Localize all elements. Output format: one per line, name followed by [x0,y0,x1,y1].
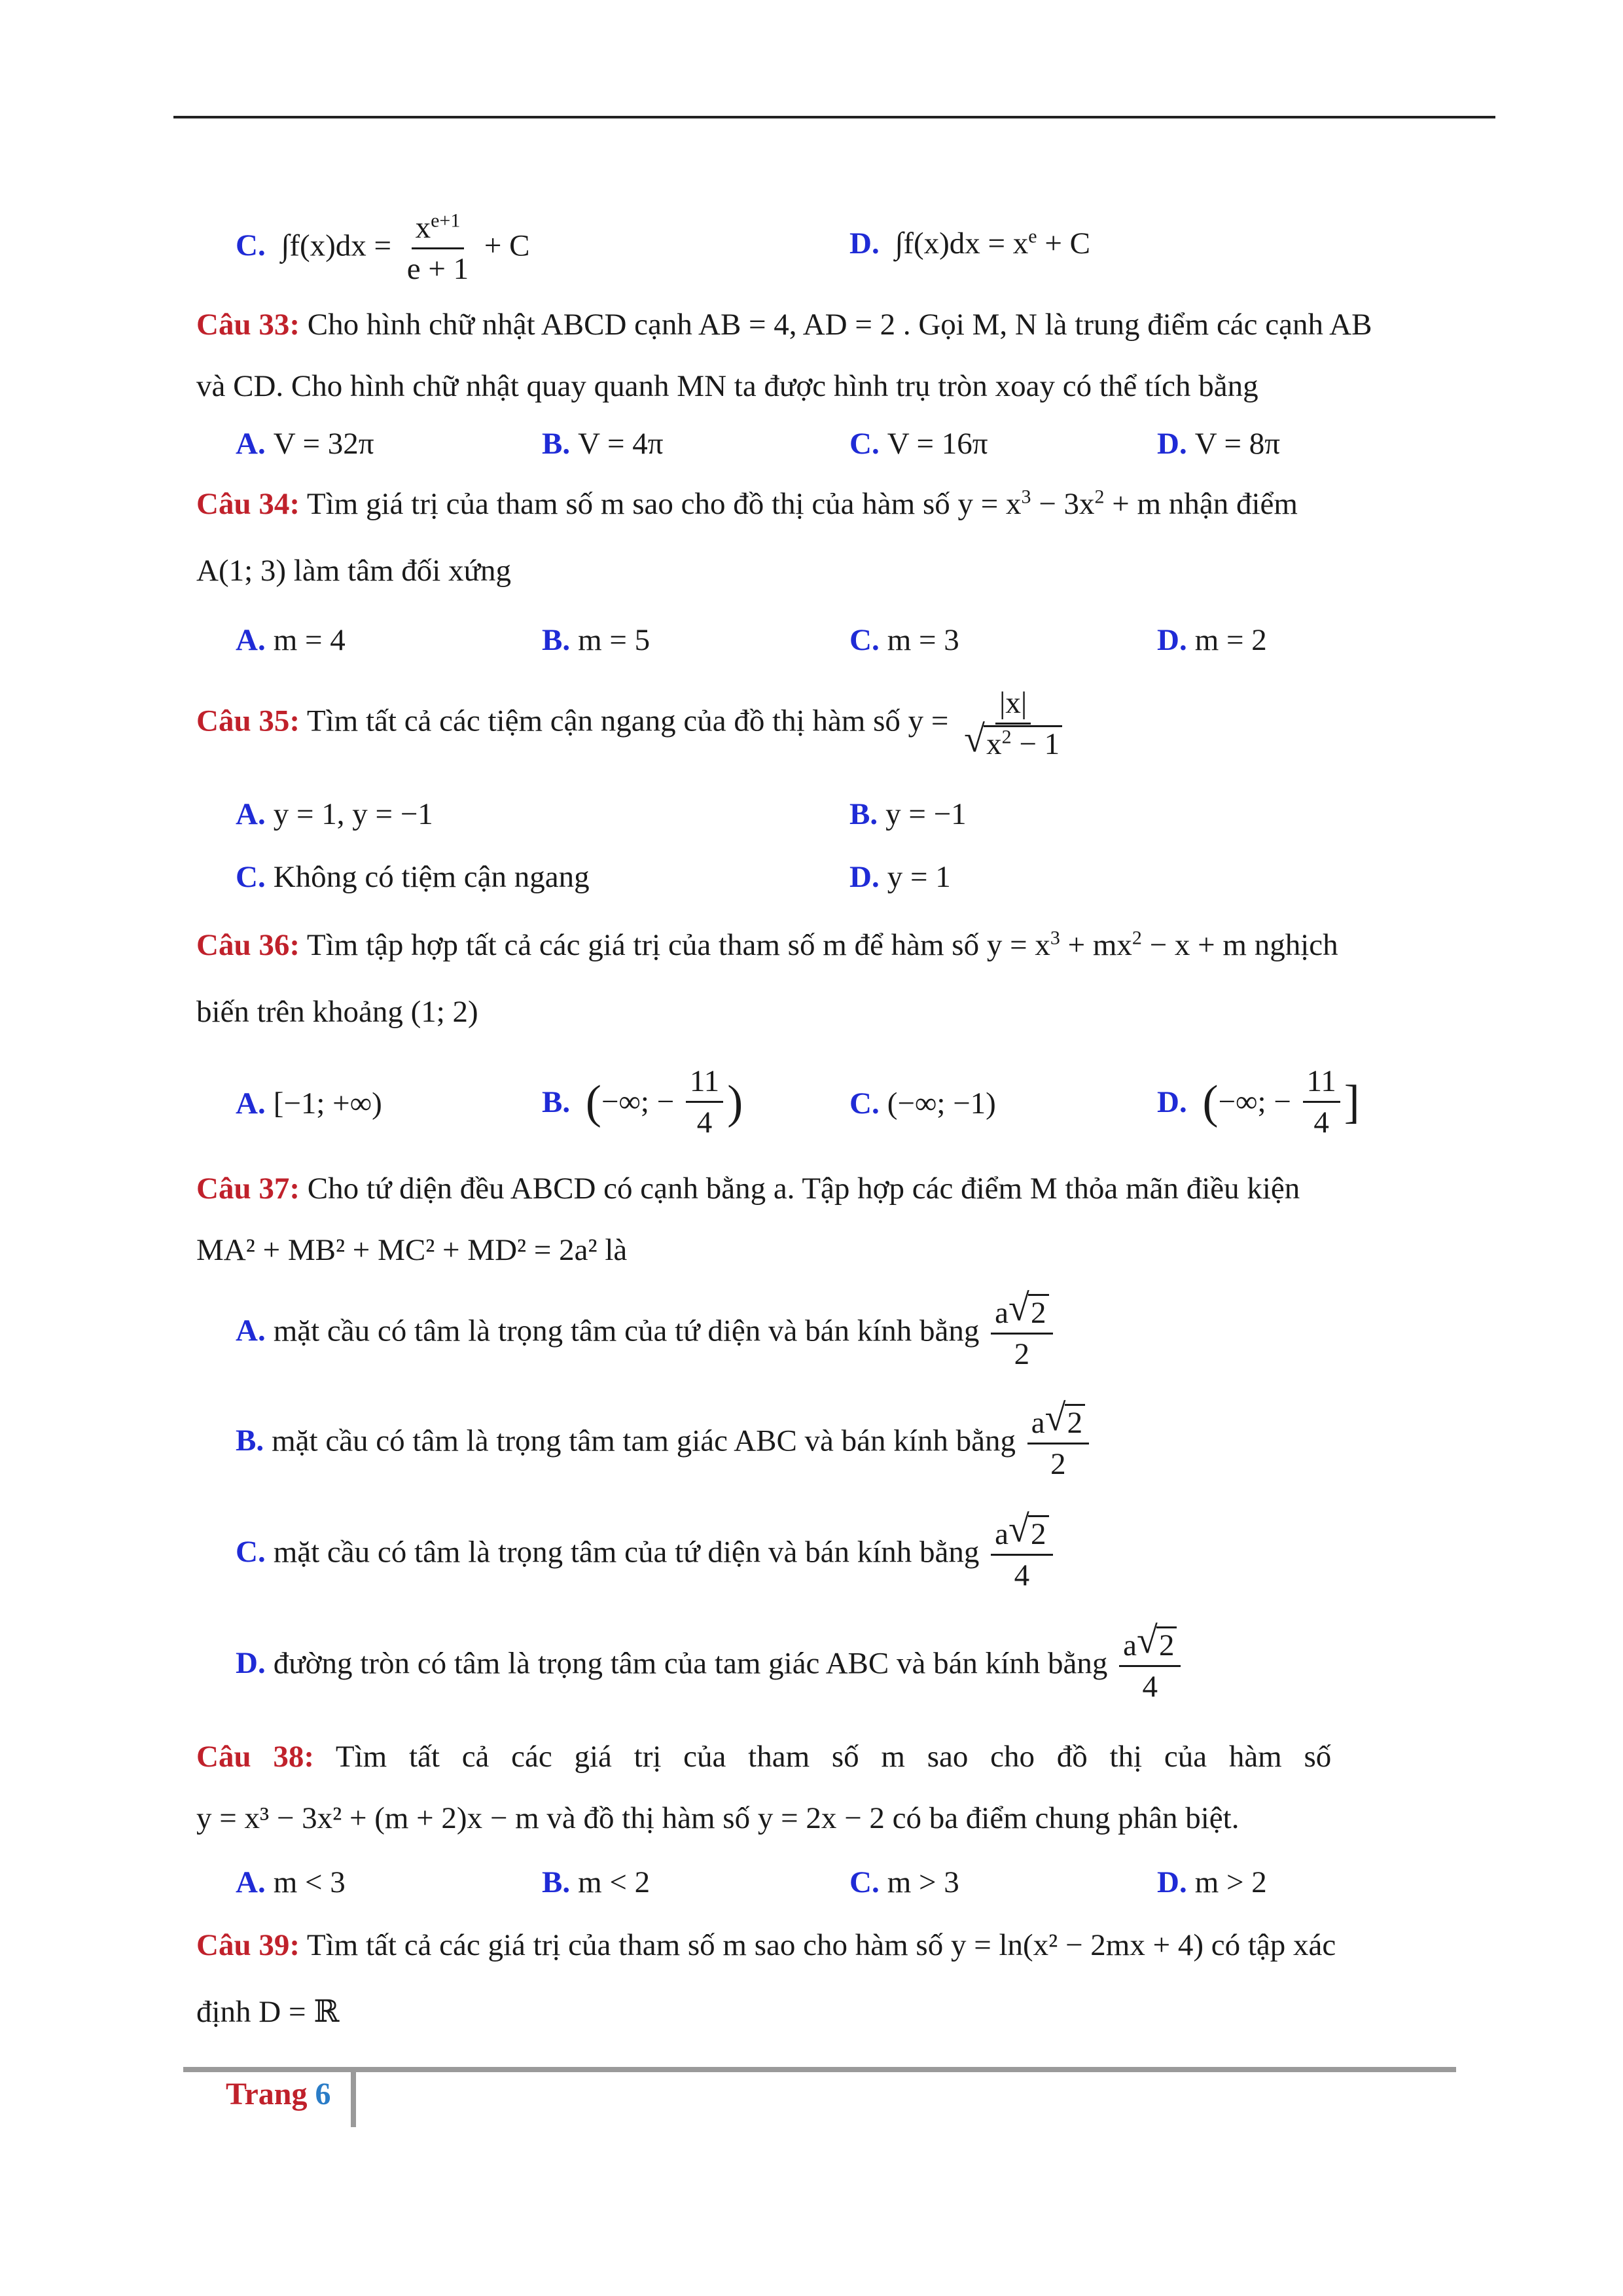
q39-line1: Câu 39: Tìm tất cả các giá trị của tham số m sao cho hàm số y = ln(x² − 2mx + 4) có tập xác [196,1928,1336,1962]
q39-line2: định D = ℝ [196,1995,340,2029]
q33-option-b: B. V = 4π [542,427,664,461]
q38-option-b: B. m < 2 [542,1865,651,1899]
q35-option-b: B. y = −1 [849,797,967,831]
q33-option-a: A. V = 32π [236,427,374,461]
q36-line1: Câu 36: Tìm tập hợp tất cả các giá trị của tham số m để hàm số $y = x^3 + mx^2 - x + m$ nghịch [196,927,1338,962]
q37-option-a: A. mặt cầu có tâm là trọng tâm của tứ diện và bán kính bằng $\frac{a√ 2}{2}$ [236,1296,1057,1371]
q36-option-b: B. (−∞; − $\frac{11}{4}$ ) [542,1064,743,1139]
footer-divider [351,2072,356,2127]
q32-option-c: C. ∫f(x)dx = $\frac{x^{e+1}}{e + 1}$ + C [236,209,530,286]
q38-line1: Câu 38: Tìm tất cả các giá trị của tham số m sao cho đồ thị của hàm số [196,1740,1332,1774]
q35-option-d: D. y = 1 [849,860,951,894]
header-rule [173,116,1495,118]
q35-line1: Câu 35: Tìm tất cả các tiệm cận ngang của đồ thị hàm số y = |x| √ $x^2 - 1$ [196,686,1440,761]
q32-option-d: D. $\int f(x)dx = x^e + C$ [849,225,1090,260]
footer-rule [183,2067,1456,2072]
q36-line2: biến trên khoảng (1; 2) [196,995,478,1029]
q36-option-d: D. (−∞; − $\frac{11}{4}$ ] [1157,1064,1360,1139]
q37-option-d: D. đường tròn có tâm là trọng tâm của tam giác ABC và bán kính bằng $\frac{a√ 2}{4}$ [236,1628,1185,1704]
q34-line1: Câu 34: Tìm giá trị của tham số m sao cho đồ thị của hàm số $y = x^3 - 3x^2 + m$ nhận điểm [196,486,1298,521]
q38-option-c: C. m > 3 [849,1865,959,1899]
q34-option-c: C. m = 3 [849,623,959,657]
q38-option-d: D. m > 2 [1157,1865,1267,1899]
q36-option-a: A. [−1; +∞) [236,1086,382,1121]
q37-line1: Câu 37: Cho tứ diện đều ABCD có cạnh bằng a. Tập hợp các điểm M thỏa mãn điều kiện [196,1172,1300,1206]
q34-option-d: D. m = 2 [1157,623,1267,657]
q33-line1: Câu 33: Cho hình chữ nhật ABCD cạnh AB = 4, AD = 2 . Gọi M, N là trung điểm các cạnh AB [196,308,1372,342]
q32-fraction: $\frac{x^{e+1}}{e + 1}$ [406,209,469,286]
q35-fraction: |x| √ $x^2 - 1$ [960,686,1066,761]
q37-option-b: B. mặt cầu có tâm là trọng tâm tam giác ABC và bán kính bằng $\frac{a√ 2}{2}$ [236,1406,1093,1481]
q34-line2: A(1; 3) làm tâm đối xứng [196,554,512,588]
q37-line2: MA² + MB² + MC² + MD² = 2a² là [196,1233,628,1267]
q34-option-b: B. m = 5 [542,623,651,657]
q33-option-d: D. V = 8π [1157,427,1281,461]
q34-option-a: A. m = 4 [236,623,346,657]
q35-option-c: C. Không có tiệm cận ngang [236,860,590,894]
page-number: Trang 6 [226,2077,331,2111]
q36-option-c: C. (−∞; −1) [849,1086,996,1121]
q35-option-a: A. y = 1, y = −1 [236,797,433,831]
q33-option-c: C. V = 16π [849,427,988,461]
q38-option-a: A. m < 3 [236,1865,346,1899]
q38-line2: y = x³ − 3x² + (m + 2)x − m và đồ thị hàm số y = 2x − 2 có ba điểm chung phân biệt. [196,1801,1240,1835]
q33-line2: và CD. Cho hình chữ nhật quay quanh MN ta được hình trụ tròn xoay có thể tích bằng [196,369,1258,403]
q37-option-c: C. mặt cầu có tâm là trọng tâm của tứ diện và bán kính bằng $\frac{a√ 2}{4}$ [236,1517,1057,1592]
